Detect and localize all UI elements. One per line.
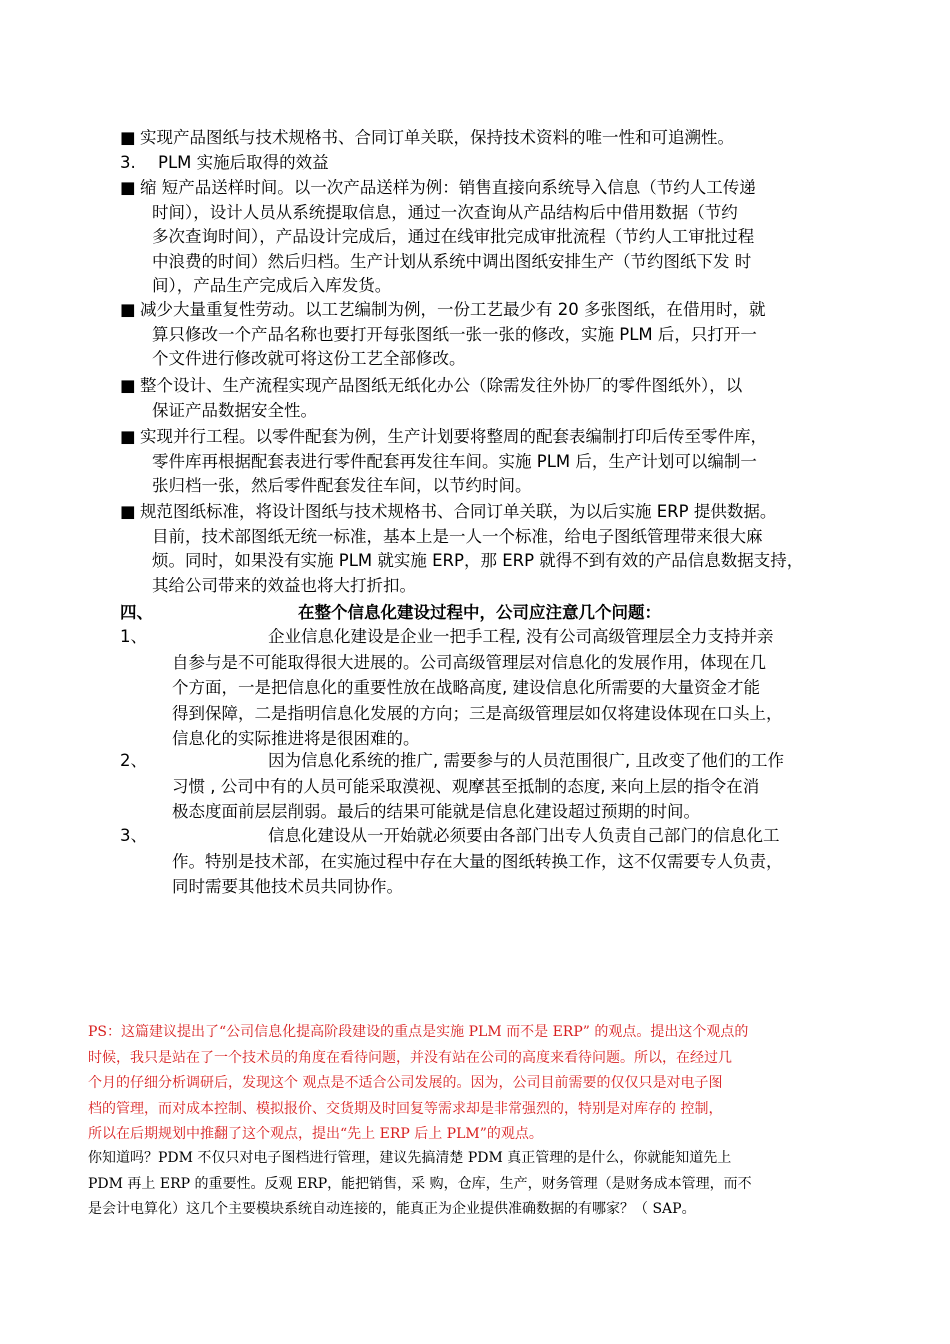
ps-note-line-1-text: 时候，我只是站在了一个技术员的角度在看待问题，并没有站在公司的高度来看待问题。所以，在经过几 <box>88 1049 732 1066</box>
bullet-standards-line-3-text: 其给公司带来的效益也将大打折扣。 <box>152 575 416 595</box>
bullet-repetitive-work-line-2 <box>152 347 466 371</box>
bullet-square-icon: ■ <box>120 178 136 197</box>
bullet-standards-line-1 <box>152 525 763 549</box>
issue-1-line-0-text: 企业信息化建设是企业一把手工程, 没有公司高级管理层全力支持并亲 <box>268 627 774 646</box>
bullet-square-icon: ■ <box>120 128 136 147</box>
issue-3-line-0 <box>120 824 780 848</box>
bullet-traceability-line-0-text: 实现产品图纸与技术规格书、合同订单关联，保持技术资料的唯一性和可追溯性。 <box>140 128 734 147</box>
ps-note-line-3-text: 档的管理，而对成本控制、模拟报价、交货期及时回复等需求却是非常强烈的，特别是对库存的 控制， <box>88 1100 723 1117</box>
bullet-sample-time-line-1 <box>152 201 738 225</box>
bullet-sample-time-line-1-text: 时间），设计人员从系统提取信息，通过一次查询从产品结构后中借用数据（节约 <box>152 202 738 222</box>
bullet-repetitive-work-line-0-text: 减少大量重复性劳动。以工艺编制为例，一份工艺最少有 20 多张图纸，在借用时，就 <box>140 300 766 319</box>
ps-note-line-0 <box>88 1020 748 1044</box>
section-3-heading-text: PLM 实施后取得的效益 <box>158 153 329 172</box>
issue-3-line-2-text: 同时需要其他技术员共同协作。 <box>172 877 403 896</box>
section-4-heading <box>120 601 661 625</box>
issue-1-line-2 <box>172 676 760 700</box>
bullet-paperless-line-1 <box>152 399 317 423</box>
ps-note-line-2 <box>88 1071 722 1095</box>
bullet-concurrent-line-2 <box>152 474 532 498</box>
issue-2-line-1 <box>172 775 759 799</box>
issue-1-line-1 <box>172 651 766 675</box>
issue-1-line-4 <box>172 727 420 751</box>
bullet-square-icon: ■ <box>120 502 136 521</box>
issue-3-line-0-number: 3、 <box>120 826 147 845</box>
reply-comment-line-1-text: PDM 再上 ERP 的重要性。反观 ERP，能把销售，采 购，仓库，生产，财务管理（是财务成本管理，而不 <box>88 1175 752 1192</box>
ps-note-line-1 <box>88 1046 732 1070</box>
issue-2-line-0-number: 2、 <box>120 751 147 770</box>
bullet-standards-line-2-text: 烦。同时，如果没有实施 PLM 就实施 ERP，那 ERP 就得不到有效的产品信息数据支持， <box>152 551 804 570</box>
issue-1-line-0-number: 1、 <box>120 627 147 646</box>
reply-comment-line-0 <box>88 1146 731 1170</box>
bullet-sample-time-line-0-text: 缩 短产品送样时间。以一次产品送样为例：销售直接向系统导入信息（节约人工传递 <box>140 178 756 197</box>
section-4-heading-number: 四、 <box>120 603 153 622</box>
bullet-concurrent-line-0 <box>120 425 767 449</box>
issue-3-line-1-text: 作。特别是技术部，在实施过程中存在大量的图纸转换工作，这不仅需要专人负责， <box>172 851 783 871</box>
section-3-heading-number: 3. <box>120 153 136 172</box>
ps-note-line-3 <box>88 1097 722 1121</box>
issue-1-line-4-text: 信息化的实际推进将是很困难的。 <box>172 729 420 748</box>
bullet-standards-line-3 <box>152 574 416 598</box>
bullet-paperless-line-0-text: 整个设计、生产流程实现产品图纸无纸化办公（除需发往外协厂的零件图纸外），以 <box>140 376 743 395</box>
ps-note-line-4-text: 所以在后期规划中推翻了这个观点，提出“先上 ERP 后上 PLM”的观点。 <box>88 1126 543 1142</box>
issue-2-line-0 <box>120 749 784 773</box>
issue-1-line-1-text: 自参与是不可能取得很大进展的。公司高级管理层对信息化的发展作用，体现在几 <box>172 652 766 672</box>
section-4-heading-text: 在整个信息化建设过程中，公司应注意几个问题： <box>298 603 661 622</box>
issue-2-line-2-text: 极态度面前层层削弱。最后的结果可能就是信息化建设超过预期的时间。 <box>172 802 700 821</box>
bullet-repetitive-work-line-0 <box>120 298 766 322</box>
reply-comment-line-2 <box>88 1197 696 1221</box>
issue-3-line-1 <box>172 850 783 874</box>
issue-2-line-2 <box>172 800 700 824</box>
bullet-standards-line-0-text: 规范图纸标准，将设计图纸与技术规格书、合同订单关联，为以后实施 ERP 提供数据。 <box>140 502 777 521</box>
issue-3-line-2 <box>172 875 403 899</box>
ps-note-line-4 <box>88 1122 543 1146</box>
bullet-paperless-line-1-text: 保证产品数据安全性。 <box>152 400 317 420</box>
bullet-standards-line-1-text: 目前，技术部图纸无统一标准，基本上是一人一个标准，给电子图纸管理带来很大麻 <box>152 526 763 546</box>
bullet-repetitive-work-line-1-text: 算只修改一个产品名称也要打开每张图纸一张一张的修改，实施 PLM 后，只打开一 <box>152 324 757 344</box>
issue-1-line-0 <box>120 625 774 649</box>
bullet-concurrent-line-2-text: 张归档一张，然后零件配套发往车间，以节约时间。 <box>152 476 532 495</box>
bullet-paperless-line-0 <box>120 374 742 398</box>
bullet-concurrent-line-0-text: 实现并行工程。以零件配套为例，生产计划要将整周的配套表编制打印后传至零件库， <box>140 427 767 446</box>
bullet-sample-time-line-4 <box>152 274 391 298</box>
issue-1-line-3-text: 得到保障，二是指明信息化发展的方向；三是高级管理层如仅将建设体现在口头上， <box>172 703 783 723</box>
ps-note-line-0-text: PS：这篇建议提出了“公司信息化提高阶段建设的重点是实施 PLM 而不是 ERP” 的观点。提出这个观点的 <box>88 1024 749 1040</box>
bullet-standards-line-0 <box>120 500 776 524</box>
bullet-square-icon: ■ <box>120 300 136 319</box>
issue-1-line-3 <box>172 702 783 726</box>
bullet-sample-time-line-0 <box>120 176 756 200</box>
reply-comment-line-2-text: 是会计电算化）这几个主要模块系统自动连接的，能真正为企业提供准确数据的有哪家？（ SAP。 <box>88 1201 696 1217</box>
bullet-sample-time-line-3-text: 中浪费的时间）然后归档。生产计划从系统中调出图纸安排生产（节约图纸下发 时 <box>152 251 752 271</box>
bullet-sample-time-line-2 <box>152 225 754 249</box>
issue-1-line-2-text: 个方面，一是把信息化的重要性放在战略高度, 建设信息化所需要的大量资金才能 <box>172 678 760 697</box>
issue-2-line-0-text: 因为信息化系统的推广, 需要参与的人员范围很广, 且改变了他们的工作 <box>268 751 784 770</box>
bullet-traceability-line-0 <box>120 126 734 150</box>
reply-comment-line-0-text: 你知道吗？PDM 不仅只对电子图档进行管理，建议先搞清楚 PDM 真正管理的是什么，你就能知道先上 <box>88 1150 732 1166</box>
issue-3-line-0-text: 信息化建设从一开始就必须要由各部门出专人负责自己部门的信息化工 <box>268 826 780 845</box>
bullet-sample-time-line-3 <box>152 250 751 274</box>
bullet-concurrent-line-1-text: 零件库再根据配套表进行零件配套再发往车间。实施 PLM 后，生产计划可以编制一 <box>152 451 757 471</box>
bullet-repetitive-work-line-2-text: 个文件进行修改就可将这份工艺全部修改。 <box>152 349 466 368</box>
bullet-square-icon: ■ <box>120 427 136 446</box>
bullet-sample-time-line-2-text: 多次查询时间），产品设计完成后，通过在线审批完成审批流程（节约人工审批过程 <box>152 227 755 246</box>
bullet-standards-line-2 <box>152 549 803 573</box>
bullet-concurrent-line-1 <box>152 450 757 474</box>
bullet-square-icon: ■ <box>120 376 136 395</box>
bullet-sample-time-line-4-text: 间），产品生产完成后入库发货。 <box>152 276 392 295</box>
ps-note-line-2-text: 个月的仔细分析调研后，发现这个 观点是不适合公司发展的。因为，公司目前需要的仅仅只是对电子图 <box>88 1075 723 1091</box>
section-3-heading <box>120 151 329 175</box>
issue-2-line-1-text: 习惯 , 公司中有的人员可能采取漠视、观摩甚至抵制的态度, 来向上层的指令在消 <box>172 776 760 796</box>
reply-comment-line-1 <box>88 1172 752 1196</box>
bullet-repetitive-work-line-1 <box>152 323 757 347</box>
